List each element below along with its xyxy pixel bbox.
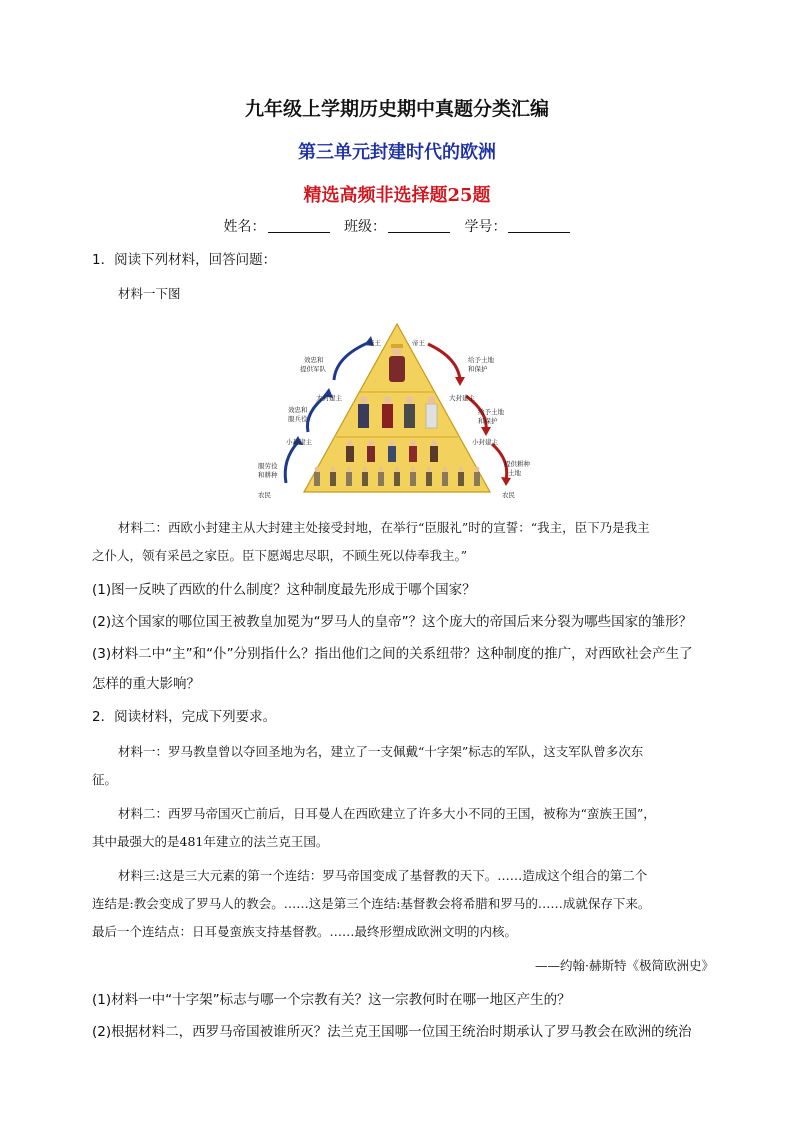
class-label: 班级： [344, 219, 386, 235]
label-l3a: 服劳役 [258, 462, 278, 470]
label-king-right: 帝王 [412, 339, 425, 347]
label-r1a: 给予土地 [468, 356, 494, 364]
label-peasant-left: 农民 [258, 491, 271, 499]
feudal-pyramid-figure [252, 320, 542, 506]
label-big-lord-left: 大封建主 [316, 394, 342, 402]
feudal-pyramid-svg [252, 320, 542, 506]
unit-title: 第三单元封建时代的欧洲 [298, 142, 496, 163]
q2-sub1: (1)材料一中“十字架”标志与哪一个宗教有关？这一宗教何时在哪一地区产生的？ [92, 992, 571, 1008]
q1-sub2: (2)这个国家的哪位国王被教皇加冕为“罗马人的皇帝”？这个庞大的帝国后来分裂为哪些国家的雏形？ [92, 614, 693, 630]
q2-material2-line2: 其中最强大的是481年建立的法兰克王国。 [92, 834, 329, 849]
id-label: 学号： [464, 219, 507, 235]
section-subtitle: 精选高频非选择题25题 [303, 185, 491, 206]
label-small-lord-left: 小封建主 [286, 438, 312, 446]
label-l2a: 效忠和 [288, 406, 308, 414]
q2-material3-line1: 材料三:这是三大元素的第一个连结：罗马帝国变成了基督教的天下。……造成这个组合的第二个 [118, 868, 648, 883]
q1-sub1: (1)图一反映了西欧的什么制度？这种制度最先形成于哪个国家？ [92, 582, 476, 598]
q2-material2-line1: 材料二：西罗马帝国灭亡前后，日耳曼人在西欧建立了许多大小不同的王国，被称为“蛮族王国”， [118, 806, 656, 821]
q1-material2-line1: 材料二：西欧小封建主从大封建主处接受封地，在举行“臣服礼”时的宣誓：“我主，臣下乃是我主 [118, 520, 650, 535]
label-king-left: 帝王 [368, 339, 381, 347]
label-small-lord-right: 小封建主 [472, 438, 498, 446]
label-r2a: 给予土地 [478, 408, 504, 416]
q2-material1-line1: 材料一：罗马教皇曾以夺回圣地为名，建立了一支佩戴“十字架”标志的军队，这支军队曾多次东 [118, 744, 644, 759]
q2-material3-line2: 连结是:教会变成了罗马人的教会。……这是第三个连结:基督教会将希腊和罗马的……成就保存下来。 [92, 896, 651, 911]
label-l3b: 和耕种 [258, 471, 278, 479]
q2-stem: 2．阅读材料，完成下列要求。 [92, 709, 277, 725]
label-l2b: 服兵役 [288, 415, 308, 423]
name-blank[interactable] [268, 218, 330, 233]
label-r3b: 土地 [508, 469, 521, 477]
q2-source: ——约翰·赫斯特《极简欧洲史》 [535, 958, 714, 973]
label-l1a: 效忠和 [304, 356, 324, 364]
q1-sub3-line2: 怎样的重大影响？ [92, 676, 200, 692]
q1-sub3-line1: (3)材料二中“主”和“仆”分别指什么？指出他们之间的关系纽带？这种制度的推广，对西欧社会产生了 [92, 646, 693, 662]
label-r1b: 和保护 [468, 365, 488, 373]
label-l1b: 提供军队 [300, 365, 326, 373]
class-blank[interactable] [388, 218, 450, 233]
q1-stem: 1．阅读下列材料，回答问题： [92, 252, 277, 268]
q2-material3-line3: 最后一个连结点：日耳曼蛮族支持基督教。……最终形塑成欧洲文明的内核。 [92, 924, 518, 939]
student-info [0, 216, 794, 236]
id-blank[interactable] [508, 218, 570, 233]
q2-material1-line2: 征。 [92, 772, 118, 787]
q1-material1-label: 材料一下图 [118, 286, 181, 301]
document-title: 九年级上学期历史期中真题分类汇编 [244, 98, 549, 120]
label-big-lord-right: 大封建主 [449, 394, 475, 402]
label-peasant-right: 农民 [502, 491, 515, 499]
label-r2b: 和保护 [478, 417, 498, 425]
q1-material2-line2: 之仆人，领有采邑之家臣。臣下愿竭忠尽职，不顾生死以侍奉我主。” [92, 548, 468, 563]
q2-sub2: (2)根据材料二，西罗马帝国被谁所灭？法兰克王国哪一位国王统治时期承认了罗马教会在欧洲的统治 [92, 1024, 692, 1040]
name-label: 姓名： [223, 219, 266, 235]
label-r3a: 提供耕种 [504, 460, 530, 468]
